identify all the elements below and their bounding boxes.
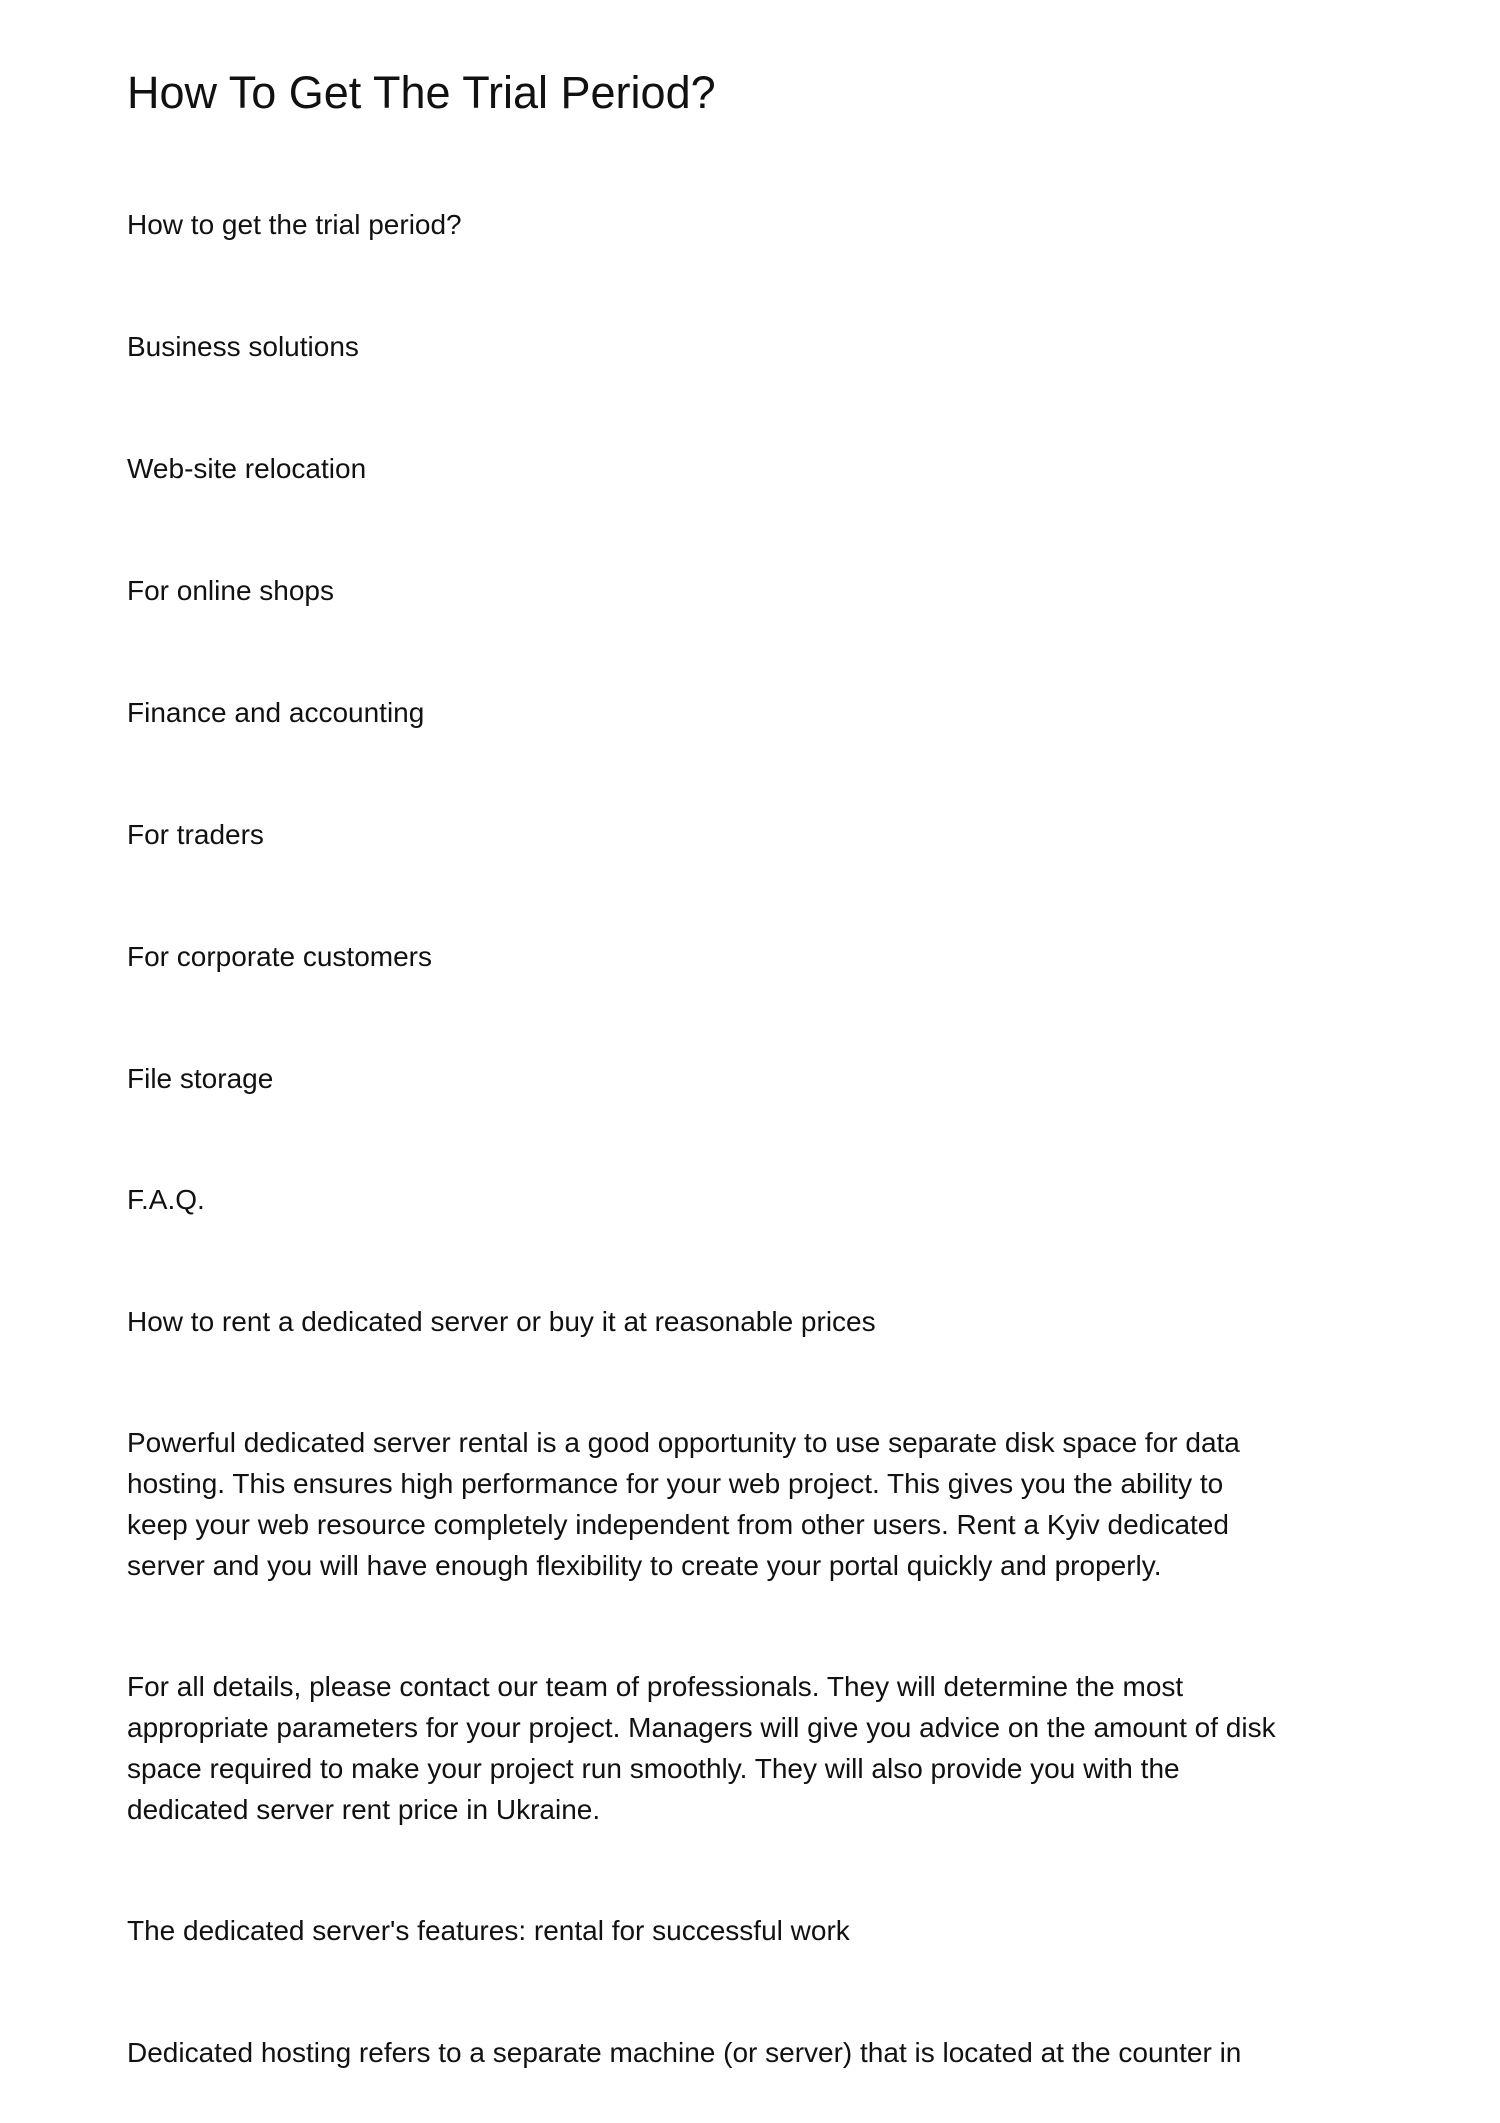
section-subheading: The dedicated server's features: rental for successful work xyxy=(127,1915,850,1946)
paragraph-2 xyxy=(127,1666,1276,1830)
text-line: Business solutions xyxy=(127,331,359,362)
paragraph-line: dedicated server rent price in Ukraine. xyxy=(127,1794,601,1825)
paragraph-line: space required to make your project run smoothly. They will also provide you with the xyxy=(127,1753,1180,1784)
text-line: How to get the trial period? xyxy=(127,209,462,240)
text-line: For corporate customers xyxy=(127,941,432,972)
paragraph-3: Dedicated hosting refers to a separate machine (or server) that is located at the counter in xyxy=(127,2037,1242,2068)
text-line: How to rent a dedicated server or buy it at reasonable prices xyxy=(127,1306,876,1337)
page-title: How To Get The Trial Period? xyxy=(127,67,716,118)
paragraph-1 xyxy=(127,1422,1240,1586)
paragraph-line: appropriate parameters for your project. Managers will give you advice on the amount of disk xyxy=(127,1712,1276,1743)
text-line: For traders xyxy=(127,819,264,850)
text-line: Finance and accounting xyxy=(127,697,425,728)
paragraph-line: hosting. This ensures high performance for your web project. This gives you the ability to xyxy=(127,1468,1224,1499)
paragraph-line: keep your web resource completely independent from other users. Rent a Kyiv dedicated xyxy=(127,1509,1229,1540)
paragraph-line: For all details, please contact our team of professionals. They will determine the most xyxy=(127,1671,1184,1702)
text-line: For online shops xyxy=(127,575,335,606)
text-line: File storage xyxy=(127,1063,274,1094)
text-line: Web-site relocation xyxy=(127,453,367,484)
paragraph-line: Powerful dedicated server rental is a good opportunity to use separate disk space for data xyxy=(127,1427,1240,1458)
paragraph-line: server and you will have enough flexibility to create your portal quickly and properly. xyxy=(127,1550,1162,1581)
text-line: F.A.Q. xyxy=(127,1184,205,1215)
